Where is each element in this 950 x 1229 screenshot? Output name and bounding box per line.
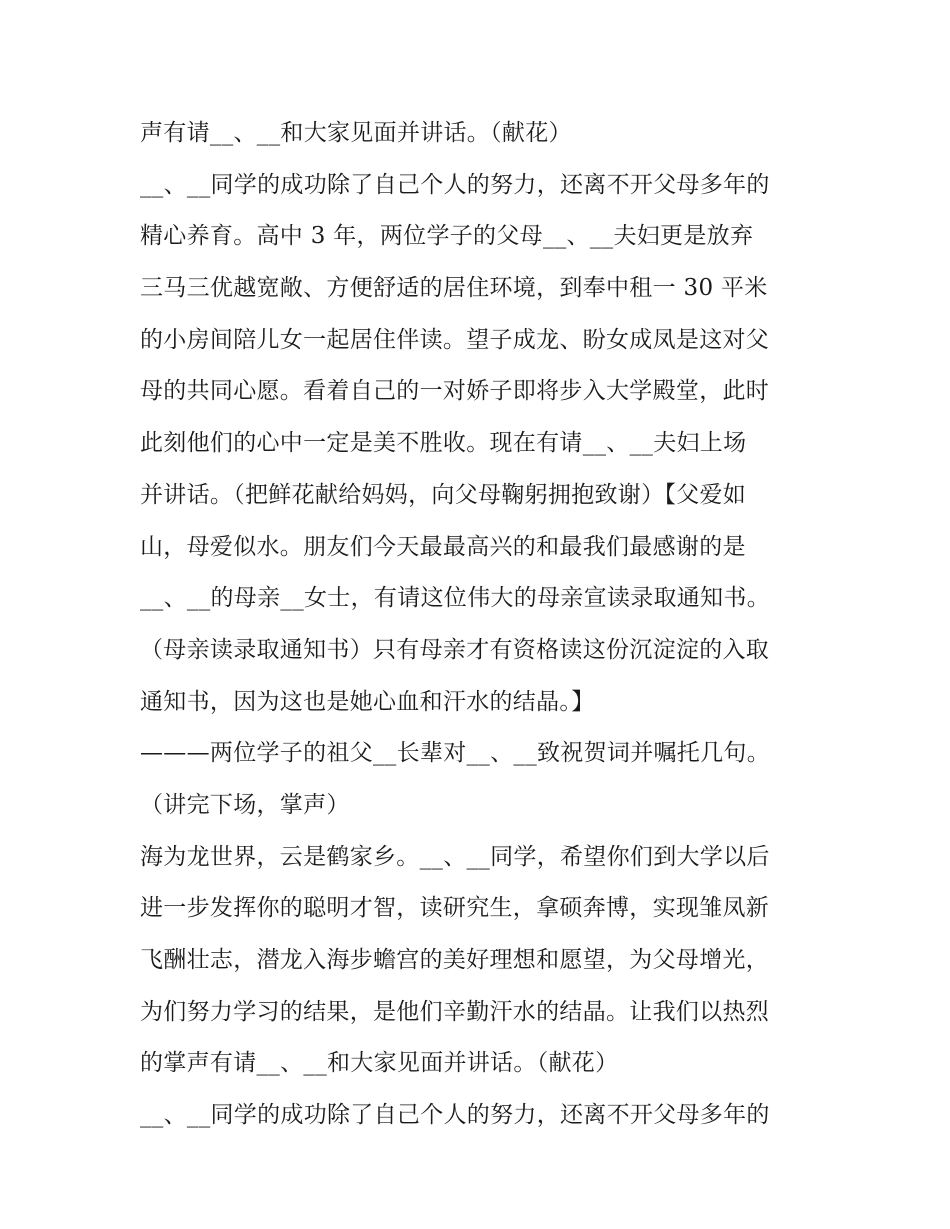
text-line: 海为龙世界，云是鹤家乡。__、__同学，希望你们到大学以后: [140, 843, 770, 870]
text-line: 三马三优越宽敞、方便舒适的居住环境，到奉中租一 30 平米: [140, 275, 768, 302]
text-line: 声有请__、__和大家见面并讲话。（献花）: [140, 120, 572, 146]
text-line: 母的共同心愿。看着自己的一对娇子即将步入大学殿堂，此时: [140, 378, 770, 405]
text-line: 并讲话。（把鲜花献给妈妈，向父母鞠躬拥抱致谢）【父爱如: [140, 481, 747, 508]
text-line: __、__同学的成功除了自己个人的努力，还离不开父母多年的: [140, 1102, 770, 1129]
text-line: 进一步发挥你的聪明才智，读研究生，拿硕奔博，实现雏凤新: [140, 895, 770, 922]
text-line: 为们努力学习的结果，是他们辛勤汗水的结晶。让我们以热烈: [140, 998, 770, 1025]
text-line: （讲完下场，掌声）: [140, 791, 350, 818]
body-text: [140, 108, 820, 1142]
text-line: ———两位学子的祖父__长辈对__、__致祝贺词并嘱托几句。: [140, 740, 770, 767]
text-line: 山，母爱似水。朋友们今天最最高兴的和最我们最感谢的是: [140, 533, 746, 560]
text-line: 的掌声有请__、__和大家见面并讲话。（献花）: [140, 1050, 619, 1077]
text-line: 精心养育。高中 3 年，两位学子的父母__、__夫妇更是放弃: [140, 223, 754, 250]
text-line: （母亲读录取通知书）只有母亲才有资格读这份沉淀淀的入取: [140, 636, 770, 663]
text-line: __、__同学的成功除了自己个人的努力，还离不开父母多年的: [140, 171, 770, 198]
text-line: 飞酬壮志，潜龙入海步蟾宫的美好理想和愿望，为父母增光，: [140, 947, 770, 973]
text-line: 此刻他们的心中一定是美不胜收。现在有请__、__夫妇上场: [140, 430, 747, 457]
text-line: __、__的母亲__女士，有请这位伟大的母亲宣读录取通知书。: [140, 585, 770, 612]
text-line: 通知书，因为这也是她心血和汗水的结晶。】: [140, 688, 595, 715]
text-line: 的小房间陪儿女一起居住伴读。望子成龙、盼女成凤是这对父: [140, 326, 770, 353]
